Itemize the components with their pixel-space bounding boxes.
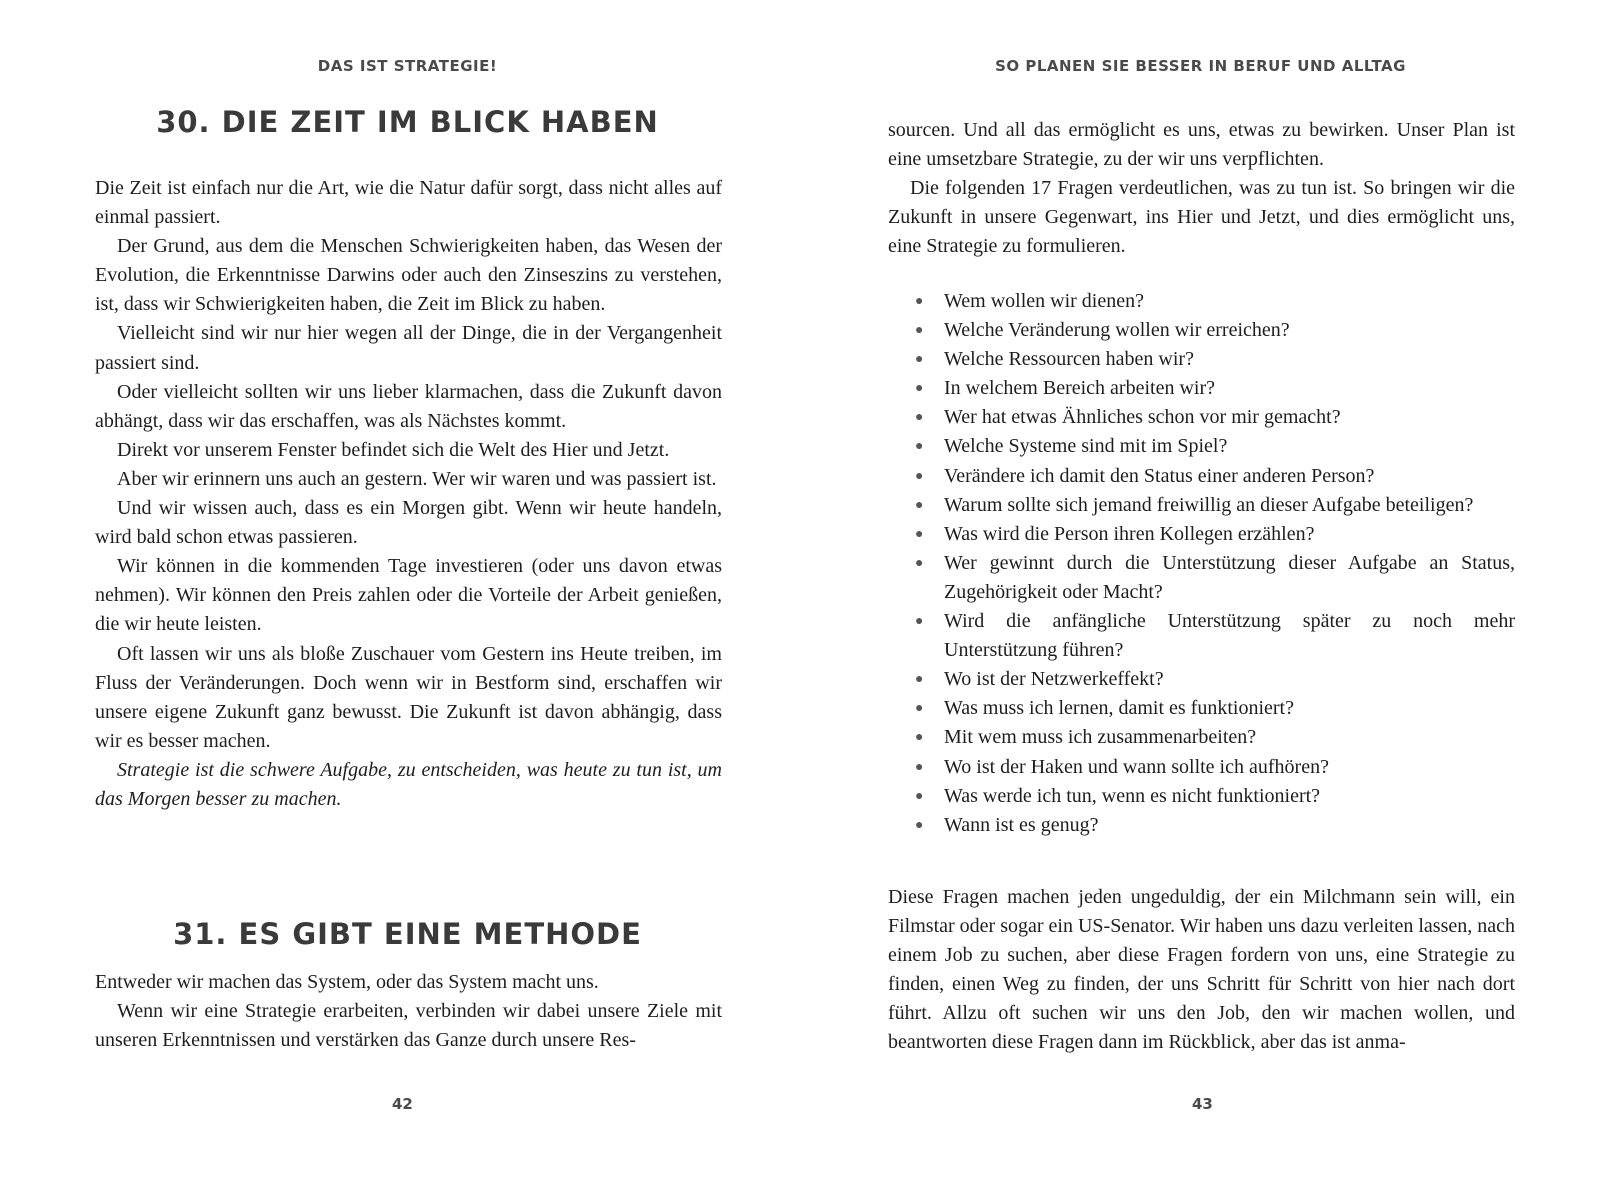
- paragraph: Die Zeit ist einfach nur die Art, wie die Natur dafür sorgt, dass nicht alles auf einmal passiert.: [95, 177, 722, 229]
- question-text: Wem wollen wir dienen?: [944, 290, 1144, 312]
- running-head-right: SO PLANEN SIE BESSER IN BERUF UND ALLTAG: [995, 57, 1406, 75]
- bullet-icon: ●: [915, 410, 924, 426]
- list-item: [888, 462, 1515, 491]
- question-text: Was muss ich lernen, damit es funktioniert?: [944, 697, 1294, 720]
- question-text: Wo ist der Netzwerkeffekt?: [944, 668, 1164, 691]
- question-text: Welche Veränderung wollen wir erreichen?: [944, 319, 1290, 342]
- question-text: Welche Systeme sind mit im Spiel?: [944, 435, 1228, 458]
- question-text: In welchem Bereich arbeiten wir?: [944, 377, 1215, 400]
- list-item: [888, 403, 1515, 432]
- emphasis-paragraph: Strategie ist die schwere Aufgabe, zu entscheiden, was heute zu tun ist, um das Morgen besser zu machen.: [95, 758, 722, 810]
- bullet-icon: ●: [915, 555, 924, 571]
- bullet-icon: ●: [915, 614, 924, 630]
- list-item: [888, 287, 1515, 316]
- bullet-icon: ●: [915, 323, 924, 339]
- bullet-icon: ●: [915, 526, 924, 542]
- paragraph: Direkt vor unserem Fenster befindet sich die Welt des Hier und Jetzt.: [117, 438, 670, 461]
- paragraph: Die folgenden 17 Fragen verdeutlichen, was zu tun ist. So bringen wir die Zukunft in unsere Gegenwart, ins Hier und Jetzt, und dies ermöglicht uns, eine Strategie zu formulieren.: [888, 177, 1515, 258]
- paragraph: Oft lassen wir uns als bloße Zuschauer vom Gestern ins Heute treiben, im Fluss der Veränderungen. Doch wenn wir in Bestform sind, erschaffen wir unsere eigene Zukunft ganz bewusst. Die Zukunft ist davon abhängig, dass wir es besser machen.: [95, 642, 722, 752]
- list-item: [888, 345, 1515, 374]
- list-item: [888, 432, 1515, 461]
- bullet-icon: ●: [915, 497, 924, 513]
- paragraph: Oder vielleicht sollten wir uns lieber klarmachen, dass die Zukunft davon abhängt, dass wir das erschaffen, was als Nächstes kommt.: [95, 380, 722, 432]
- list-item: [888, 316, 1515, 345]
- paragraph: sourcen. Und all das ermöglicht es uns, etwas zu bewirken. Unser Plan ist eine umsetzbare Strategie, zu der wir uns verpflichten.: [888, 119, 1515, 171]
- right-closing-text: [888, 883, 1515, 1058]
- question-text: Was werde ich tun, wenn es nicht funktioniert?: [944, 784, 1321, 807]
- chapter-30-title: 30. DIE ZEIT IM BLICK HABEN: [156, 105, 659, 139]
- bullet-icon: ●: [915, 352, 924, 368]
- paragraph: Vielleicht sind wir nur hier wegen all der Dinge, die in der Vergangenheit passiert sind.: [95, 322, 722, 374]
- running-head-left: DAS IST STRATEGIE!: [317, 57, 498, 75]
- list-item: [888, 491, 1515, 520]
- question-text: Wer gewinnt durch die Unterstützung dieser Aufgabe an Status, Zugehörigkeit oder Macht?: [944, 551, 1515, 603]
- bullet-icon: ●: [915, 468, 924, 484]
- bullet-icon: ●: [915, 788, 924, 804]
- bullet-icon: ●: [915, 730, 924, 746]
- question-text: Warum sollte sich jemand freiwillig an dieser Aufgabe beteiligen?: [944, 493, 1474, 516]
- question-text: Mit wem muss ich zusammenarbeiten?: [944, 726, 1257, 749]
- paragraph: Aber wir erinnern uns auch an gestern. Wer wir waren und was passiert ist.: [117, 467, 717, 490]
- bullet-icon: ●: [915, 439, 924, 455]
- question-text: Welche Ressourcen haben wir?: [944, 348, 1194, 371]
- chapter-31-body: [95, 968, 722, 1055]
- bullet-icon: ●: [915, 381, 924, 397]
- list-item: [888, 694, 1515, 723]
- bullet-icon: ●: [915, 672, 924, 688]
- list-item: [888, 723, 1515, 752]
- chapter-31-title: 31. ES GIBT EINE METHODE: [173, 917, 642, 951]
- list-item: [888, 665, 1515, 694]
- paragraph: Diese Fragen machen jeden ungeduldig, der ein Milchmann sein will, ein Filmstar oder sogar ein US-Senator. Wir haben uns dazu verleiten lassen, nach einem Job zu suchen, aber diese Fragen fordern von uns, eine Strategie zu finden, einen Weg zu finden, der uns Schritt für Schritt von hier nach dort führt. Allzu oft suchen wir uns den Job, den wir machen wollen, und beantworten diese Fragen dann im Rückblick, aber das ist anma-: [888, 886, 1515, 1054]
- paragraph: Der Grund, aus dem die Menschen Schwierigkeiten haben, das Wesen der Evolution, die Erkenntnisse Darwins oder auch den Zinseszins zu verstehen, ist, dass wir Schwierigkeiten haben, die Zeit im Blick zu haben.: [95, 235, 722, 316]
- page-number-left: 42: [392, 1095, 413, 1113]
- question-text: Wann ist es genug?: [944, 813, 1099, 836]
- question-text: Wo ist der Haken und wann sollte ich aufhören?: [944, 755, 1329, 778]
- question-list: [888, 287, 1515, 840]
- list-item: [888, 374, 1515, 403]
- paragraph: Entweder wir machen das System, oder das System macht uns.: [95, 971, 599, 993]
- question-text: Wird die anfängliche Unterstützung später zu noch mehr Unterstützung führen?: [944, 610, 1515, 662]
- bullet-icon: ●: [915, 817, 924, 833]
- bullet-icon: ●: [915, 294, 924, 309]
- list-item: [888, 607, 1515, 665]
- question-text: Verändere ich damit den Status einer anderen Person?: [944, 464, 1375, 487]
- question-text: Was wird die Person ihren Kollegen erzählen?: [944, 522, 1315, 545]
- list-item: [888, 811, 1515, 840]
- right-intro-text: [888, 116, 1515, 261]
- bullet-icon: ●: [915, 701, 924, 717]
- paragraph: Wir können in die kommenden Tage investieren (oder uns davon etwas nehmen). Wir können den Preis zahlen oder die Vorteile der Arbeit genießen, die wir heute leisten.: [95, 555, 722, 636]
- paragraph: Wenn wir eine Strategie erarbeiten, verbinden wir dabei unsere Ziele mit unseren Erkenntnissen und verstärken das Ganze durch unsere Res-: [95, 1000, 722, 1052]
- chapter-30-body: [95, 174, 722, 814]
- list-item: [888, 782, 1515, 811]
- paragraph: Und wir wissen auch, dass es ein Morgen gibt. Wenn wir heute handeln, wird bald schon etwas passieren.: [95, 497, 722, 549]
- list-item: [888, 753, 1515, 782]
- question-text: Wer hat etwas Ähnliches schon vor mir gemacht?: [944, 406, 1341, 429]
- list-item: [888, 520, 1515, 549]
- list-item: [888, 549, 1515, 607]
- bullet-icon: ●: [915, 759, 924, 775]
- right-page: [800, 0, 1600, 1186]
- page-number-right: 43: [1192, 1095, 1213, 1113]
